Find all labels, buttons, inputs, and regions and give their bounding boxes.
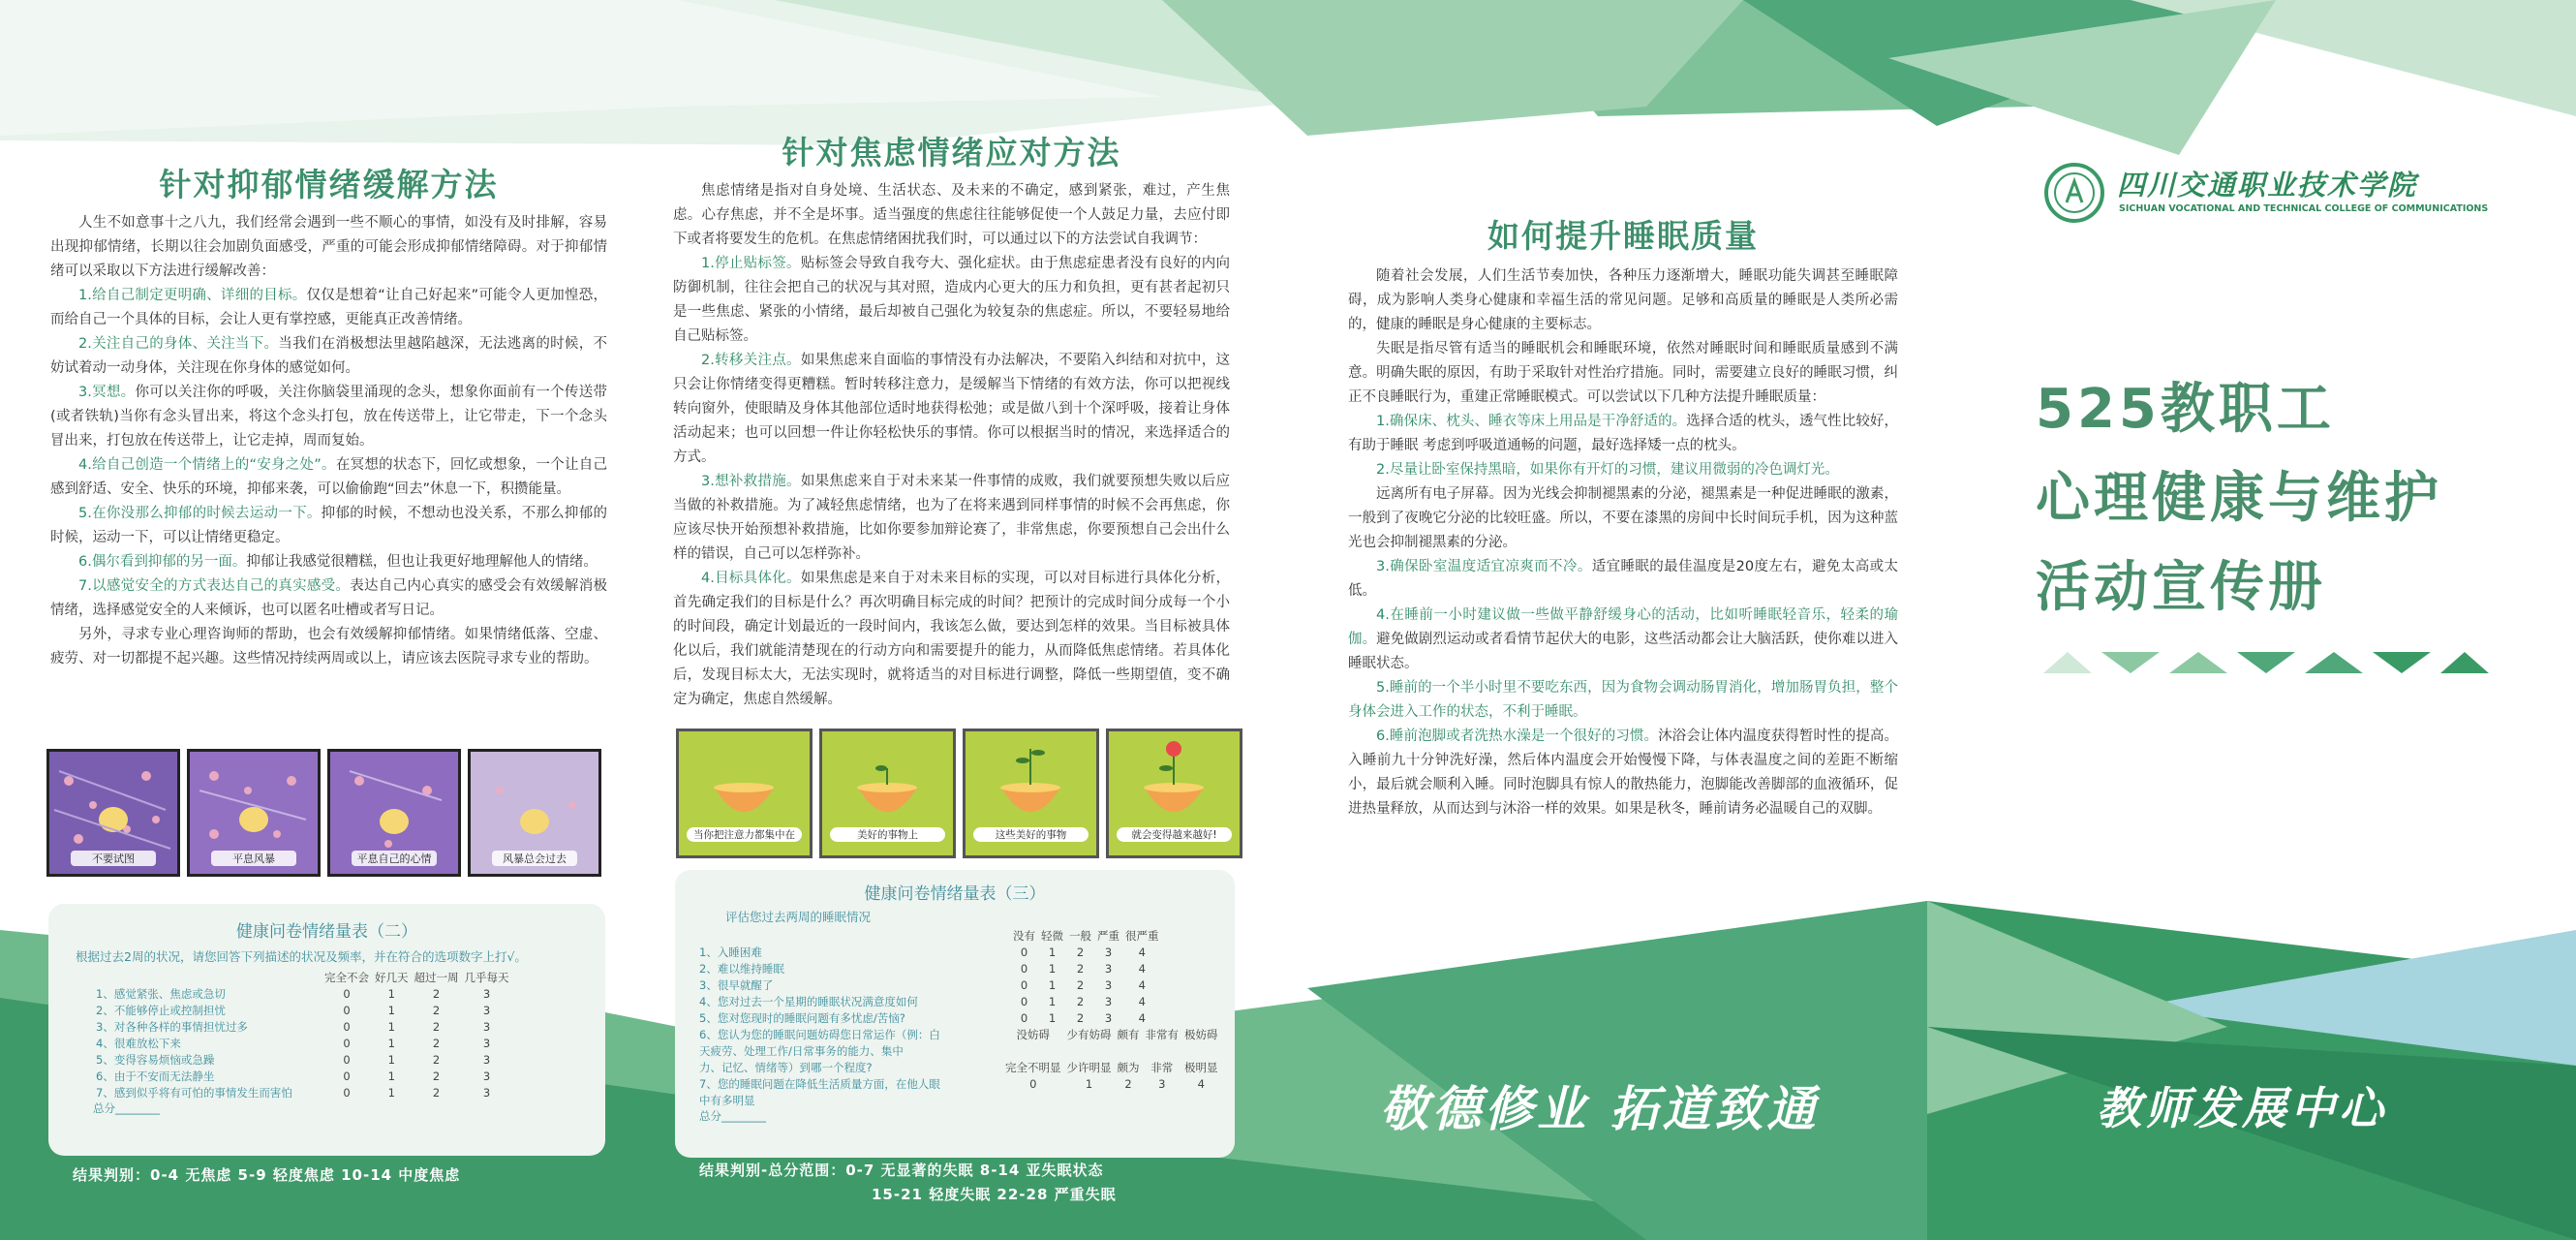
- method-body: 抑郁的时候，不想动也没关系，不那么抑郁的时候，运动一下，可以让情绪更稳定。: [50, 506, 607, 545]
- method-heading: 3.冥想。: [78, 385, 136, 400]
- panel-caption: 平息风暴: [211, 851, 296, 866]
- score: 3: [1104, 961, 1113, 976]
- center-name: 教师发展中心: [2097, 1082, 2387, 1134]
- score: 3: [1104, 1010, 1113, 1025]
- method-heading: 5.在你没那么抑郁的时候去运动一下。: [78, 506, 322, 521]
- column-depression: [50, 160, 607, 671]
- survey-2: [48, 904, 605, 1156]
- score: 1: [1048, 994, 1057, 1008]
- survey-2-result: 结果判别：0-4 无焦虑 5-9 轻度焦虑 10-14 中度焦虑: [73, 1166, 461, 1184]
- method-body: 你可以关注你的呼吸，关注你脑袋里涌现的念头，想象你面前有一个传送带(或者铁轨)当你有念头冒出来，将这个念头打包，放在传送带上，让它带走，下一个念头冒出来，打包放在传送带上，让它走掉，周而复始。: [50, 385, 607, 449]
- section-title: 针对焦虑情绪应对方法: [782, 134, 1121, 171]
- survey-table: [93, 969, 512, 1100]
- column-anxiety: [673, 128, 1230, 712]
- score: 2: [432, 1052, 441, 1067]
- column-header: 轻微: [1041, 928, 1063, 943]
- table-row: [696, 976, 1162, 993]
- question: 2、不能够停止或控制担忧: [96, 1003, 226, 1017]
- method-heading: 1.停止贴标签。: [701, 256, 801, 271]
- score: 2: [432, 1036, 441, 1050]
- table-row: [93, 1018, 512, 1035]
- score: 1: [1048, 1010, 1057, 1025]
- score: 4: [1138, 994, 1146, 1008]
- question: 6、您认为您的睡眠问题妨碍您日常运作（例：白: [699, 1027, 940, 1041]
- score: 3: [1104, 977, 1113, 992]
- method-item: [1348, 482, 1898, 555]
- column-header: 极妨碍: [1184, 1027, 1218, 1041]
- score: 2: [432, 986, 441, 1001]
- score: 1: [387, 1069, 395, 1083]
- survey-3-result-line2: 15-21 轻度失眠 22-28 严重失眠: [872, 1186, 1117, 1203]
- method-body: 远离所有电子屏幕。因为光线会抑制褪黑素的分泌，褪黑素是一种促进睡眠的激素，一般到了夜晚它分泌的比较旺盛。所以，不要在漆黑的房间中长时间玩手机，因为这种蓝光也会抑制褪黑素的分泌。: [1348, 486, 1898, 550]
- panel-caption: 当你把注意力都集中在: [687, 827, 802, 842]
- score: 0: [343, 1085, 351, 1100]
- column-header: 颇有: [1117, 1027, 1140, 1041]
- method-item: [673, 349, 1230, 470]
- method-heading: 4.目标具体化。: [701, 571, 801, 586]
- score: 3: [482, 1036, 491, 1050]
- question: 力、记忆、情绪等）到哪一个程度?: [699, 1060, 873, 1074]
- method-item: [50, 284, 607, 332]
- score: 0: [343, 1069, 351, 1083]
- method-list: [1348, 410, 1898, 822]
- comic-panel: [676, 728, 813, 858]
- method-body: 抑郁让我感觉很糟糕，但也让我更好地理解他人的情绪。: [246, 554, 598, 570]
- score: 0: [1020, 961, 1028, 976]
- method-item: [50, 332, 607, 381]
- column-header: 没妨碍: [1016, 1027, 1050, 1041]
- method-body: 如果焦虑是来自于对未来目标的实现，可以对目标进行具体化分析，首先确定我们的目标是什么？再次明确目标完成的时间？把预计的完成时间分成每一个小的时间段，确定计划最近的一段时间内，我该怎么做，要达到怎样的效果。当目标被具体化以后，我们就能清楚现在的行动方向和需要提升的能力，从而降低焦虑情绪。若具体化后，发现目标太大，无法实现时，就将适当的对目标进行调整，降低一些期望值，变不确定为确定，焦虑自然缓解。: [673, 571, 1230, 707]
- score: 3: [482, 1003, 491, 1017]
- method-heading: 4.在睡前一小时建议做一些做平静舒缓身心的活动，比如听睡眠轻音乐，轻柔的瑜伽。: [1348, 607, 1898, 647]
- triangle-pattern: [2043, 652, 2489, 673]
- score: 0: [343, 1003, 351, 1017]
- score: 0: [1020, 977, 1028, 992]
- score: 3: [1158, 1076, 1166, 1091]
- method-item: [1348, 676, 1898, 725]
- column-header: 少许明显: [1066, 1060, 1112, 1074]
- method-item: [673, 567, 1230, 712]
- method-heading: 6.偶尔看到抑郁的另一面。: [78, 554, 247, 570]
- score: 4: [1138, 961, 1146, 976]
- method-item: [50, 381, 607, 453]
- method-heading: 1.给自己制定更明确、详细的目标。: [78, 288, 307, 303]
- method-body: 如果焦虑来自于对未来某一件事情的成败，我们就要预想失败以后应当做的补救措施。为了减轻焦虑情绪，也为了在将来遇到同样事情的时候不会再焦虑，你应该尽快开始预想补救措施，比如你要参加辩论赛了，非常焦虑，你要预想自己会出什么样的错误，自己可以怎样弥补。: [673, 474, 1230, 562]
- score: 0: [1020, 945, 1028, 959]
- score: 2: [1076, 1010, 1085, 1025]
- table-row: [696, 960, 1162, 976]
- score: 1: [1048, 945, 1057, 959]
- score: 3: [482, 1052, 491, 1067]
- cover-title-line1: 525教职工: [2036, 378, 2335, 441]
- method-list: [673, 252, 1230, 712]
- method-body: 表达自己内心真实的感受会有效缓解消极情绪，选择感觉安全的人来倾诉，也可以匿名吐槽或者写日记。: [50, 578, 607, 618]
- score: 1: [387, 1036, 395, 1050]
- method-heading: 3.想补救措施。: [701, 474, 801, 489]
- score: 0: [343, 986, 351, 1001]
- intro-paragraph: 人生不如意事十之八九，我们经常会遇到一些不顺心的事情，如没有及时排解，容易出现抑郁情绪，长期以往会加剧负面感受，严重的可能会形成抑郁情绪障碍。对于抑郁情绪可以采取以下方法进行缓解改善：: [50, 215, 607, 279]
- intro-paragraph: 焦虑情绪是指对自身处境、生活状态、及未来的不确定，感到紧张，难过，产生焦虑。心存焦虑，并不全是坏事。适当强度的焦虑往往能够促使一个人鼓足力量，去应付即下或者将要发生的危机。在焦虑情绪困扰我们时，可以通过以下的方法尝试自我调节：: [673, 183, 1230, 247]
- survey-title: 健康问卷情绪量表（二）: [236, 922, 417, 942]
- score: 3: [1104, 994, 1113, 1008]
- score: 2: [432, 1085, 441, 1100]
- question: 4、很难放松下来: [96, 1036, 181, 1050]
- table-row: [696, 944, 1162, 960]
- score: 3: [482, 986, 491, 1001]
- method-body: 贴标签会导致自我夸大、强化症状。由于焦虑症患者没有良好的内向防御机制，往往会把自己的状况与其对照，造成内心更大的压力和负担，更有甚者起初只是一些焦虑、紧张的小情绪，最后却被自己强化为较复杂的焦虑症。所以，不要轻易地给自己贴标签。: [673, 256, 1230, 344]
- method-item: [1348, 458, 1898, 482]
- column-header: 很严重: [1125, 928, 1159, 943]
- score: 3: [482, 1085, 491, 1100]
- question: 7、感到似乎将有可怕的事情发生而害怕: [96, 1085, 292, 1100]
- table-row: [93, 1084, 512, 1100]
- method-item: [1348, 410, 1898, 458]
- method-heading: 6.睡前泡脚或者洗热水澡是一个很好的习惯。: [1376, 728, 1659, 744]
- column-header: 颇为: [1117, 1060, 1140, 1074]
- panel-caption: 美好的事物上: [830, 827, 945, 842]
- method-item: [50, 502, 607, 550]
- survey-instructions: 评估您过去两周的睡眠情况: [725, 910, 872, 924]
- score: 1: [1048, 977, 1057, 992]
- column-header: 完全不明显: [1005, 1060, 1061, 1074]
- score: 1: [1085, 1076, 1093, 1091]
- table-row: [93, 1051, 512, 1068]
- score: 0: [1020, 994, 1028, 1008]
- method-heading: 1.确保床、枕头、睡衣等床上用品是干净舒适的。: [1376, 414, 1687, 429]
- score: 0: [343, 1052, 351, 1067]
- score: 1: [387, 986, 395, 1001]
- score: 2: [432, 1019, 441, 1034]
- question: 7、您的睡眠问题在降低生活质量方面，在他人眼: [699, 1076, 940, 1091]
- column-header: 非常有: [1145, 1027, 1179, 1041]
- method-heading: 5.睡前的一个半小时里不要吃东西，因为食物会调动肠胃消化，增加肠胃负担，整个身体会进入工作的状态，不利于睡眠。: [1348, 680, 1898, 720]
- comic-panel: [819, 728, 956, 858]
- method-body: 当我们在消极想法里越陷越深，无法逃离的时候，不妨试着动一动身体，关注现在你身体的感觉如何。: [50, 336, 608, 376]
- column-header: 严重: [1097, 928, 1119, 943]
- college-logo: [2043, 160, 2489, 228]
- score: 1: [387, 1052, 395, 1067]
- method-body: 适宜睡眠的最佳温度是20度左右，避免太高或太低。: [1348, 559, 1898, 599]
- method-item: [673, 252, 1230, 349]
- college-name-cn: 四川交通职业技术学院: [2117, 169, 2418, 202]
- score: 2: [432, 1003, 441, 1017]
- question: 5、您对您现时的睡眠问题有多忧虑/苦恼?: [699, 1010, 905, 1025]
- table-row: [93, 1002, 512, 1018]
- method-body: 沐浴会让体内温度获得暂时性的提高。入睡前九十分钟洗好澡，然后体内温度会开始慢慢下降，与体表温度之间的差距不断缩小，最后就会顺利入睡。同时泡脚具有惊人的散热能力，泡脚能改善脚部的血液循环，促进热量释放，从而达到与沐浴一样的效果。如果是秋冬，睡前请务必温暖自己的双脚。: [1348, 728, 1898, 817]
- method-heading: 2.转移关注点。: [701, 353, 801, 368]
- score: 1: [387, 1003, 395, 1017]
- comic-panel: [187, 749, 321, 877]
- score: 0: [343, 1019, 351, 1034]
- survey-table: [696, 927, 1162, 1026]
- college-seal-icon: [2043, 162, 2105, 224]
- slogan: 敬德修业 拓道致通: [1380, 1080, 1820, 1137]
- score: 2: [1124, 1076, 1132, 1091]
- method-body: 仅仅是想着“让自己好起来”可能令人更加惶恐，而给自己一个具体的目标，会让人更有掌控感，更能真正改善情绪。: [50, 288, 607, 327]
- panel-caption: 不要试图: [71, 851, 156, 866]
- column-header: 好几天: [375, 970, 409, 984]
- method-body: 如果焦虑来自面临的事情没有办法解决，不要陷入纠结和对抗中，这只会让你情绪变得更糟糕。暂时转移注意力，是缓解当下情绪的有效方法，你可以把视线转向窗外，使眼睛及身体其他部位适时地获得松弛；或是做八到十个深呼吸，接着让身体活动起来；也可以回想一件让你轻松快乐的事情。你可以根据当时的情况，来选择适合的方式。: [673, 353, 1230, 465]
- method-heading: 7.以感觉安全的方式表达自己的真实感受。: [78, 578, 351, 594]
- intro-paragraph: 随着社会发展，人们生活节奏加快，各种压力逐渐增大，睡眠功能失调甚至睡眠障碍，成为影响人类身心健康和幸福生活的常见问题。足够和高质量的睡眠是人类所必需的，健康的睡眠是身心健康的主要标志。: [1348, 268, 1898, 332]
- table-row: [696, 1009, 1162, 1026]
- column-header: 非常: [1150, 1060, 1174, 1074]
- question: 天疲劳、处理工作/日常事务的能力、集中: [699, 1043, 904, 1058]
- closing-paragraph: 另外，寻求专业心理咨询师的帮助，也会有效缓解抑郁情绪。如果情绪低落、空虚、疲劳、对一切都提不起兴趣。这些情况持续两周或以上，请应该去医院寻求专业的帮助。: [50, 627, 607, 666]
- score: 2: [1076, 994, 1085, 1008]
- comic-strip-1: [46, 749, 601, 877]
- score: 4: [1138, 977, 1146, 992]
- survey-table-q6: [696, 1026, 1221, 1108]
- method-heading: 2.关注自己的身体、关注当下。: [78, 336, 279, 352]
- method-item: [1348, 604, 1898, 676]
- comic-strip-2: [676, 728, 1242, 858]
- survey-instructions: 根据过去2周的状况，请您回答下列描述的状况及频率，并在符合的选项数字上打√。: [76, 949, 527, 964]
- column-header: 几乎每天: [464, 970, 509, 984]
- score: 0: [343, 1036, 351, 1050]
- section-title: 针对抑郁情绪缓解方法: [159, 166, 499, 203]
- question: 中有多明显: [699, 1093, 755, 1107]
- method-heading: 4.给自己创造一个情绪上的“安身之处”。: [78, 457, 336, 473]
- survey-3-result-line1: 结果判别-总分范围：0-7 无显著的失眠 8-14 亚失眠状态: [699, 1162, 1104, 1179]
- column-header: 超过一周: [414, 970, 459, 984]
- table-row: [93, 985, 512, 1002]
- college-name-en: SICHUAN VOCATIONAL AND TECHNICAL COLLEGE OF COMMUNICATIONS: [2119, 203, 2489, 214]
- comic-panel: [327, 749, 461, 877]
- table-row: [696, 993, 1162, 1009]
- survey-title: 健康问卷情绪量表（三）: [864, 884, 1046, 904]
- method-heading: 3.确保卧室温度适宜凉爽而不冷。: [1376, 559, 1592, 574]
- method-item: [1348, 725, 1898, 822]
- method-item: [1348, 555, 1898, 604]
- table-row: [93, 1035, 512, 1051]
- cover-title-line3: 活动宣传册: [2036, 556, 2326, 619]
- score: 1: [387, 1019, 395, 1034]
- score: 4: [1138, 945, 1146, 959]
- score: 2: [432, 1069, 441, 1083]
- method-body: 在冥想的状态下，回忆或想象，一个让自己感到舒适、安全、快乐的环境，抑郁来袭，可以偷偷跑“回去”休息一下，积攒能量。: [50, 457, 608, 497]
- score: 4: [1138, 1010, 1146, 1025]
- question: 3、很早就醒了: [699, 977, 774, 992]
- score: 3: [482, 1069, 491, 1083]
- survey-3: [675, 870, 1235, 1158]
- question: 1、感觉紧张、焦虑或急切: [96, 986, 226, 1001]
- column-header: 完全不会: [324, 970, 369, 984]
- method-list: [50, 284, 607, 623]
- score: 4: [1197, 1076, 1205, 1091]
- score: 1: [387, 1085, 395, 1100]
- question: 5、变得容易烦恼或急躁: [96, 1052, 215, 1067]
- method-body: 选择合适的枕头，透气性比较好，有助于睡眠 考虑到呼吸道通畅的问题，最好选择矮一点的枕头。: [1348, 414, 1898, 453]
- column-header: 一般: [1069, 928, 1091, 943]
- score: 2: [1076, 945, 1085, 959]
- score: 0: [1020, 1010, 1028, 1025]
- score: 3: [482, 1019, 491, 1034]
- section-title: 如何提升睡眠质量: [1487, 217, 1759, 255]
- method-body: 避免做剧烈运动或者看情节起伏大的电影，这些活动都会让大脑活跃，使你难以进入睡眠状态。: [1348, 632, 1899, 671]
- method-item: [50, 453, 607, 502]
- question: 3、对各种各样的事情担忧过多: [96, 1019, 248, 1034]
- survey-total: 总分________: [93, 1101, 160, 1115]
- panel-caption: 这些美好的事物: [973, 827, 1089, 842]
- comic-panel: [46, 749, 180, 877]
- score: 2: [1076, 977, 1085, 992]
- score: 3: [1104, 945, 1113, 959]
- panel-caption: 风暴总会过去: [492, 851, 577, 866]
- score: 1: [1048, 961, 1057, 976]
- intro-paragraph: 失眠是指尽管有适当的睡眠机会和睡眠环境，依然对睡眠时间和睡眠质量感到不满意。明确失眠的原因，有助于采取针对性治疗措施。同时，需要建立良好的睡眠习惯，纠正不良睡眠行为，重建正常睡眠模式。可以尝试以下几种方法提升睡眠质量：: [1348, 341, 1898, 405]
- score: 0: [1029, 1076, 1037, 1091]
- panel-caption: 平息自己的心情: [352, 851, 437, 866]
- panel-caption: 就会变得越来越好!: [1117, 827, 1232, 842]
- column-sleep: [1348, 211, 1898, 822]
- question: 2、难以维持睡眠: [699, 961, 784, 976]
- method-item: [50, 574, 607, 623]
- score: 2: [1076, 961, 1085, 976]
- method-heading: 2.尽量让卧室保持黑暗，如果你有开灯的习惯，建议用微弱的冷色调灯光。: [1376, 462, 1839, 478]
- column-header: 没有: [1013, 928, 1035, 943]
- question: 6、由于不安而无法静坐: [96, 1069, 215, 1083]
- column-header: 少有妨碍: [1066, 1027, 1112, 1041]
- column-header: 极明显: [1184, 1060, 1218, 1074]
- table-row: [93, 1068, 512, 1084]
- cover-title-line2: 心理健康与维护: [2036, 467, 2442, 530]
- question: 1、入睡困难: [699, 945, 762, 959]
- comic-panel: [963, 728, 1099, 858]
- comic-panel: [1106, 728, 1242, 858]
- comic-panel: [468, 749, 601, 877]
- method-item: [50, 550, 607, 574]
- question: 4、您对过去一个星期的睡眠状况满意度如何: [699, 994, 918, 1008]
- method-item: [673, 470, 1230, 567]
- survey-total: 总分________: [699, 1109, 766, 1123]
